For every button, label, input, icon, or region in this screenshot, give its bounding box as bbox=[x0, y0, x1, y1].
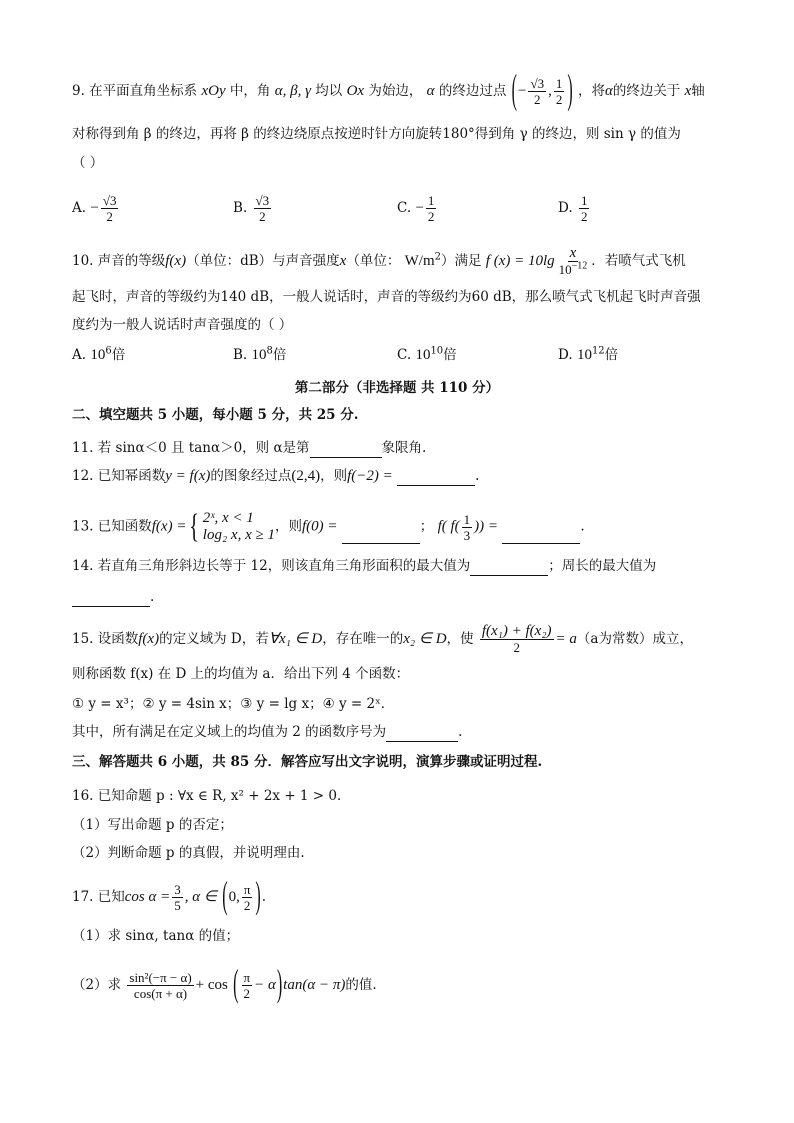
q10-option-c[interactable]: C. $10^{10}$倍 bbox=[397, 345, 457, 363]
q9-angles: α, β, γ bbox=[274, 83, 311, 99]
q9-option-b[interactable]: B. $\frac{√3}{2}$ bbox=[233, 193, 270, 224]
q9-text: 为始边， bbox=[368, 83, 423, 99]
q14-line2: . bbox=[72, 587, 154, 607]
q15-answer-blank[interactable] bbox=[386, 727, 458, 742]
q16-sub2: （2）判断命题 p 的真假，并说明理由. bbox=[72, 845, 305, 861]
q9-line1: 9. 在平面直角坐标系 xOy 中，角 α, β, γ 均以 Ox 为始边， α 的终边过点 (− $\frac{√3}{2}$ , $\frac{1}{2}$ ) ，将α的终边关于 x轴 bbox=[72, 68, 705, 113]
q9-text: 均以 bbox=[315, 83, 343, 99]
q17-sub1: （1）求 sinα, tanα 的值； bbox=[72, 928, 240, 944]
q15-line1: 15. 设函数f(x)的定义域为 D，若∀x₁ ∈ D，存在唯一的x₂ ∈ D，使 $\frac{\text{f(x₁) + f(x₂)}}{2}$ = a（a为常数）成立， bbox=[72, 623, 693, 655]
q9-text: 9. 在平面直角坐标系 bbox=[72, 83, 198, 99]
q10-line1: 10. 声音的等级f(x)（单位：dB）与声音强度x（单位： $W/m^2$）满足 f (x) = 10lg $\frac{x}{10^{-12}}$ ．若喷气式飞机 bbox=[72, 245, 686, 277]
q9-text: ，将 bbox=[577, 83, 605, 99]
q9-xoy: xOy bbox=[201, 83, 226, 99]
q9-text: 的终边关于 bbox=[612, 83, 681, 99]
q10-option-b[interactable]: B. $10^8$倍 bbox=[233, 345, 287, 363]
q14-answer-blank-2[interactable] bbox=[72, 592, 150, 607]
q15-line3: ① y = x³；② y = 4sin x；③ y = lg x；④ y = 2ˣ． bbox=[72, 696, 395, 712]
q9-line3: （ ） bbox=[72, 155, 104, 171]
q9-alpha: α bbox=[426, 83, 435, 99]
q9-text: 中，角 bbox=[229, 83, 271, 99]
q9-point-y: $\frac{1}{2}$ bbox=[555, 76, 563, 107]
q10-line2: 起飞时，声音的等级约为140 dB，一般人说话时，声音的等级约为60 dB，那么喷气式飞机起飞时声音强 bbox=[72, 289, 701, 305]
q12-answer-blank[interactable] bbox=[397, 471, 475, 486]
q14-answer-blank-1[interactable] bbox=[470, 561, 548, 576]
q17-line1: 17. 已知cos α = $\frac{3}{5}$ , α ∈ (0, $\frac{\pi}{2}$ ). bbox=[72, 875, 267, 917]
q9-option-c[interactable]: C. − $\frac{1}{2}$ bbox=[397, 193, 435, 224]
q13-answer-blank-1[interactable] bbox=[342, 529, 420, 544]
q16-line1: 16. 已知命题 p : ∀x ∈ R, x² + 2x + 1 > 0． bbox=[72, 788, 351, 804]
q9-x: x bbox=[684, 83, 692, 99]
part2-title: 第二部分（非选择题 共 110 分） bbox=[294, 380, 500, 396]
q10-option-a[interactable]: A. $10^6$倍 bbox=[72, 345, 126, 363]
q9-line2: 对称得到角 β 的终边，再将 β 的终边绕原点按逆时针方向旋转180°得到角 γ 的终边，则 sin γ 的值为 bbox=[72, 126, 681, 142]
q11: 11. 若 sinα＜0 且 tanα＞0，则 α是第 象限角. bbox=[72, 440, 427, 456]
q10-line3: 度约为一般人说话时声音强度的（ ） bbox=[72, 317, 293, 333]
q13: 13. 已知函数f(x) ={ 2ˣ, x < 1 log₂ x, x ≥ 1 ，则f(0) = ； f( f( $\frac{1}{3}$ )) = . bbox=[72, 508, 585, 545]
q10-option-d[interactable]: D. $10^{12}$倍 bbox=[558, 345, 619, 363]
q15-line2: 则称函数 f(x) 在 D 上的均值为 a．给出下列 4 个函数： bbox=[72, 666, 410, 682]
q9-ox: Ox bbox=[346, 83, 365, 99]
q16-sub1: （1）写出命题 p 的否定； bbox=[72, 817, 233, 833]
q9-point-x: $\frac{√3}{2}$ bbox=[530, 76, 545, 107]
q9-option-d[interactable]: D. $\frac{1}{2}$ bbox=[558, 193, 588, 224]
q9-text: 轴 bbox=[691, 83, 705, 99]
q15-line4: 其中，所有满足在定义域上的均值为 2 的函数序号为 . bbox=[72, 724, 463, 740]
q9-text: 的终边过点 bbox=[438, 83, 507, 99]
section3-title: 三、解答题共 6 小题，共 85 分．解答应写出文字说明，演算步骤或证明过程. bbox=[72, 754, 543, 770]
q14-line1: 14. 若直角三角形斜边长等于 12，则该直角三角形面积的最大值为 ；周长的最大值为 bbox=[72, 558, 657, 574]
section2-title: 二、填空题共 5 小题，每小题 5 分，共 25 分. bbox=[72, 407, 359, 423]
q17-sub2: （2）求 $\frac{\text{sin²(−π − α)}}{\cos(\pi + \alpha)}$ + cos ( $\frac{\pi}{2}$ − α)tan(α − π)的值. bbox=[72, 963, 377, 1005]
q13-answer-blank-2[interactable] bbox=[502, 529, 580, 544]
q11-answer-blank[interactable] bbox=[310, 443, 382, 458]
q9-option-a[interactable]: A. − $\frac{√3}{2}$ bbox=[72, 193, 117, 224]
q12: 12. 已知幂函数y = f(x)的图象经过点(2,4)，则f(−2) = . bbox=[72, 468, 480, 484]
